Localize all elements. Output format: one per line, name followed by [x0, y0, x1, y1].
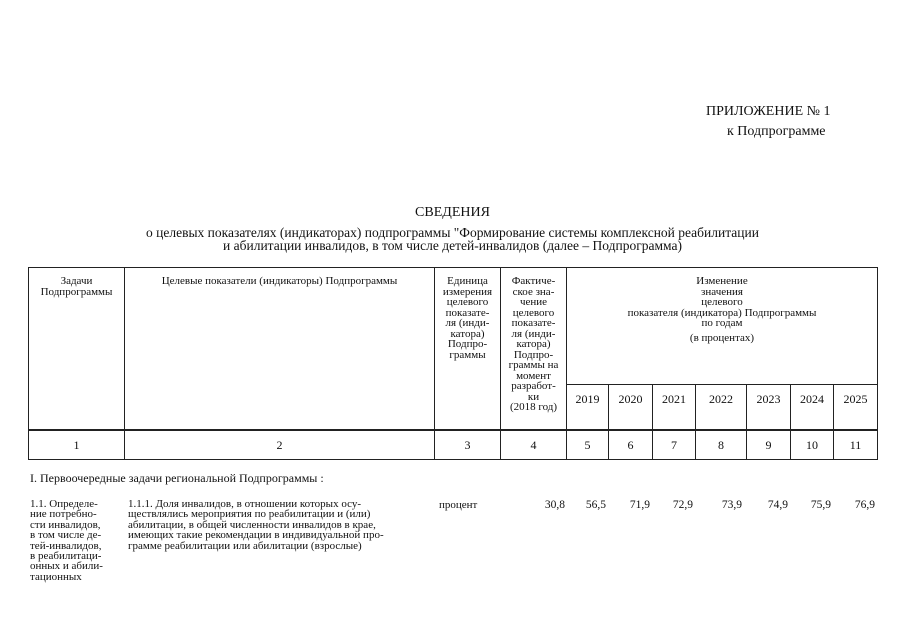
years-divider [566, 384, 878, 385]
column-number: 4 [530, 438, 537, 452]
column-number: 1 [73, 438, 80, 452]
document-subtitle-line2: и абилитации инвалидов, в том числе детей-инвалидов (далее – Подпрограмма) [223, 238, 682, 253]
table-number-row-bottom [28, 459, 878, 460]
row-unit: процент [439, 499, 478, 511]
header-tasks: Задачи Подпрограммы [40, 275, 113, 298]
row-value-2024: 75,9 [810, 499, 831, 511]
year-header: 2022 [709, 392, 733, 406]
year-header: 2023 [756, 392, 781, 406]
row-value-2023: 74,9 [767, 499, 788, 511]
year-header: 2021 [662, 392, 686, 406]
column-number: 3 [464, 438, 471, 452]
header-bottom-border [28, 429, 878, 431]
column-number: 7 [671, 438, 677, 452]
header-change: Изменение значения целевого показателя (индикатора) Подпрограммы по годам (в процентах) [627, 275, 817, 344]
column-number: 8 [718, 438, 724, 452]
indicators-table [28, 267, 878, 460]
column-number: 6 [627, 438, 634, 452]
document-title: СВЕДЕНИЯ [415, 205, 490, 220]
year-header: 2024 [800, 392, 824, 406]
col-border [877, 267, 878, 460]
column-number: 10 [806, 438, 818, 452]
column-number: 11 [849, 438, 862, 452]
year-header: 2020 [618, 392, 643, 406]
year-header: 2025 [843, 392, 868, 406]
appendix-label: ПРИЛОЖЕНИЕ № 1 [706, 104, 831, 119]
appendix-reference: к Подпрограмме [727, 124, 826, 139]
section-title: I. Первоочередные задачи региональной Подпрограммы : [30, 471, 324, 485]
row-value-2019: 56,5 [585, 499, 606, 511]
column-number: 2 [276, 438, 283, 452]
row-value-2022: 73,9 [721, 499, 742, 511]
header-unit: Единица измерения целевого показате- ля (инди- катора) Подпро- граммы [442, 275, 493, 361]
row-indicator: 1.1.1. Доля инвалидов, в отношении которых осу- ществлялись мероприятия по реабилитации и (или) абилитации, в общей численности инвалидов в крае, имеющих такие рекомендации в индивидуальной про- грамме реабилитации или абилитации (взрослые) [128, 498, 384, 552]
row-value-2020: 71,9 [629, 499, 650, 511]
year-header: 2019 [575, 392, 600, 406]
header-fact: Фактиче- ское зна- чение целевого показате- ля (инди- катора) Подпро- граммы на момент разработ- ки (2018 год) [508, 275, 559, 413]
column-number: 5 [584, 438, 591, 452]
table-border-top [28, 267, 878, 268]
row-value-2021: 72,9 [672, 499, 693, 511]
row-task: 1.1. Определе- ние потребно- сти инвалидов, в том числе де- тей-инвалидов, в реабилитаци- онных и абили- тационных [30, 498, 103, 583]
row-fact-value: 30,8 [544, 499, 565, 511]
column-number: 9 [765, 438, 772, 452]
col-border [124, 267, 125, 460]
header-indicators: Целевые показатели (индикаторы) Подпрограммы [161, 275, 398, 287]
document-subtitle-line1: о целевых показателях (индикаторах) подпрограммы "Формирование системы комплексной реабилитации [146, 225, 759, 240]
row-value-2025: 76,9 [854, 499, 875, 511]
